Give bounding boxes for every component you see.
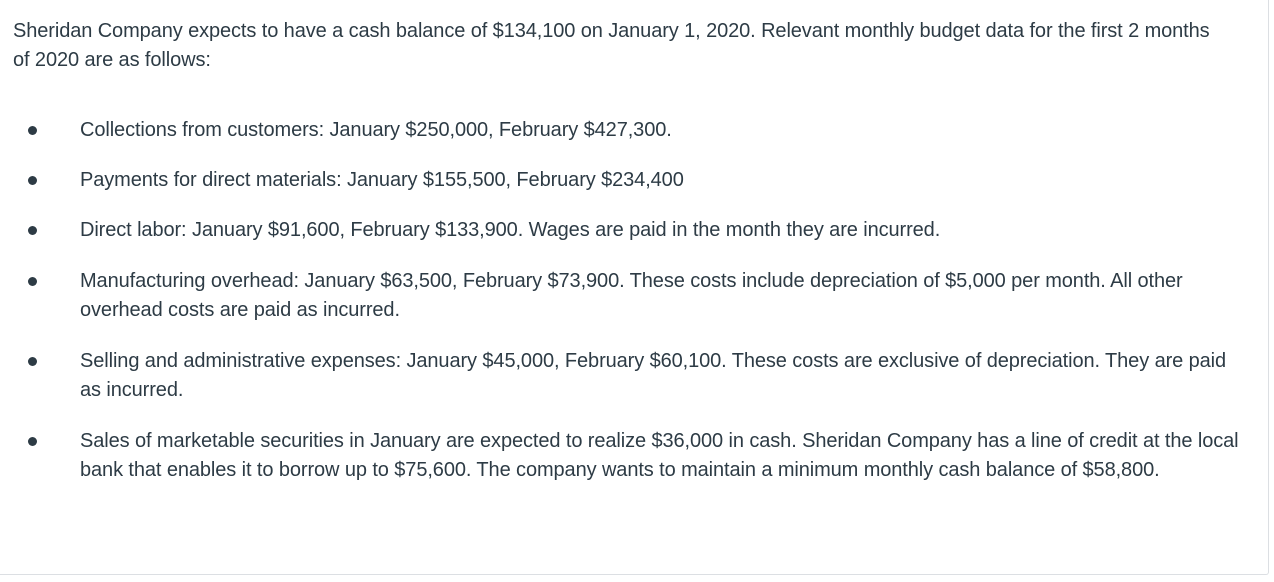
- list-item-text: Sales of marketable securities in January are expected to realize $36,000 in cash. Sheridan Company has a line of credit at the local bank that enables it to borrow up to $75,600. The company wants to maintain a minimum monthly cash balance of $58,800.: [80, 430, 1239, 481]
- problem-intro: Sheridan Company expects to have a cash balance of $134,100 on January 1, 2020. Relevant monthly budget data for the first 2 months of 2020 are as follows:: [13, 20, 1210, 71]
- list-item-text: Selling and administrative expenses: January $45,000, February $60,100. These costs are exclusive of depreciation. They are paid as incurred.: [80, 350, 1227, 401]
- bullet-icon: [28, 357, 37, 366]
- bullet-icon: [28, 277, 37, 286]
- bullet-icon: [28, 437, 37, 446]
- bullet-icon: [28, 176, 37, 185]
- list-item-text: Direct labor: January $91,600, February $133,900. Wages are paid in the month they are incurred.: [80, 219, 941, 241]
- list-item-text: Payments for direct materials: January $155,500, February $234,400: [80, 169, 684, 191]
- bullet-icon: [28, 226, 37, 235]
- list-item-text: Collections from customers: January $250,000, February $427,300.: [80, 119, 672, 141]
- list-item-text: Manufacturing overhead: January $63,500, February $73,900. These costs include depreciation of $5,000 per month. All other overhead costs are paid as incurred.: [80, 270, 1183, 321]
- bullet-icon: [28, 126, 37, 135]
